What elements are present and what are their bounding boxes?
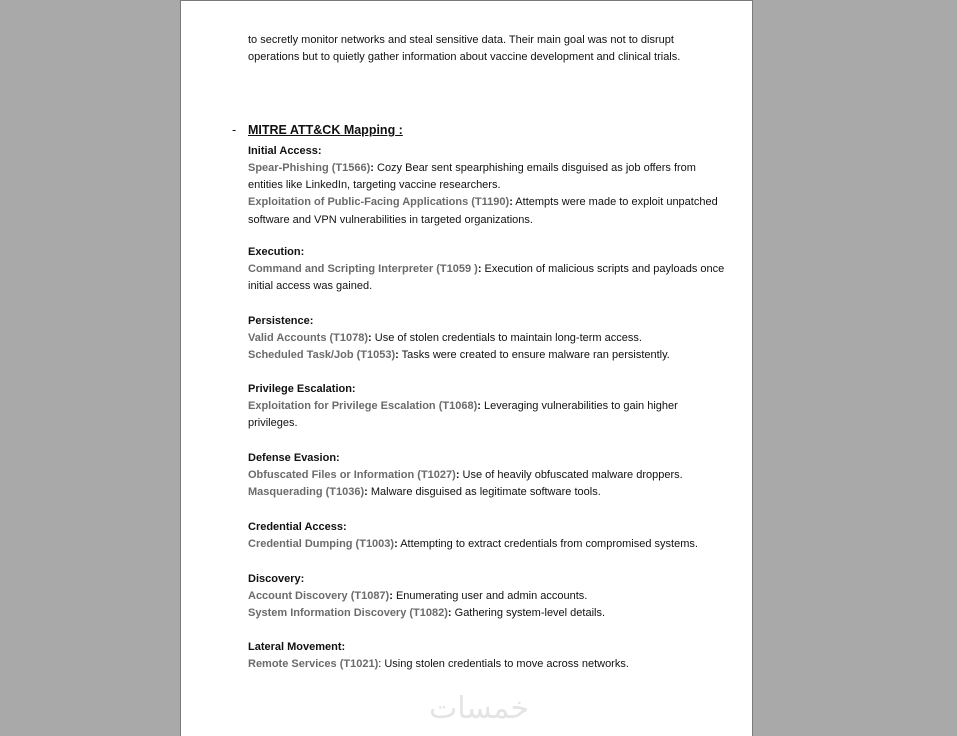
technique-description: Attempting to extract credentials from compromised systems.: [397, 538, 698, 550]
tactic-heading: Privilege Escalation:: [248, 383, 356, 395]
technique-name: Remote Services (T1021): [248, 658, 379, 670]
technique-colon: :: [477, 263, 482, 275]
section-title-suffix: :: [395, 123, 403, 137]
technique-colon: :: [477, 400, 481, 412]
technique-line: [248, 160, 728, 177]
tactic-heading: Execution:: [248, 246, 305, 258]
technique-name: Valid Accounts (T1078): [248, 332, 369, 344]
tactic-defense-evasion: [248, 450, 728, 501]
technique-line: [248, 484, 728, 501]
intro-line-1: to secretly monitor networks and steal sensitive data. Their main goal was not to disrupt: [248, 34, 674, 46]
tactic-persistence: [248, 313, 728, 364]
tactic-execution: [248, 244, 728, 295]
technique-name: Command and Scripting Interpreter (T1059 ): [248, 263, 478, 275]
technique-name: Obfuscated Files or Information (T1027): [248, 469, 456, 481]
technique-name: System Information Discovery (T1082): [248, 607, 448, 620]
technique-description-cont: entities like LinkedIn, targeting vaccine researchers.: [248, 179, 501, 192]
technique-colon: :: [378, 658, 382, 670]
technique-name: Masquerading (T1036): [248, 486, 365, 499]
tactic-lateral-movement: [248, 639, 728, 673]
technique-colon: :: [447, 607, 452, 620]
technique-line: [248, 398, 728, 415]
technique-line: [248, 656, 728, 673]
technique-name: Credential Dumping (T1003): [248, 538, 395, 550]
tactic-heading: Discovery:: [248, 573, 305, 585]
technique-colon: :: [389, 590, 393, 602]
section-title: [248, 123, 403, 137]
technique-description: Attempts were made to exploit unpatched: [512, 196, 718, 209]
technique-name: Account Discovery (T1087): [248, 590, 390, 602]
technique-line: [248, 536, 728, 553]
technique-colon: :: [509, 196, 513, 209]
technique-line: [248, 261, 728, 278]
tactic-discovery: [248, 571, 728, 622]
tactic-initial-access: [248, 143, 728, 229]
technique-colon: :: [394, 538, 398, 550]
technique-line: [248, 330, 728, 347]
technique-colon: :: [395, 349, 399, 362]
intro-paragraph: [248, 32, 728, 66]
technique-description-cont: initial access was gained.: [248, 280, 373, 293]
section-bullet: -: [232, 123, 237, 137]
watermark-logo: خمسات: [428, 691, 530, 726]
document-page: [180, 0, 753, 736]
technique-name: Scheduled Task/Job (T1053): [248, 349, 396, 362]
technique-description: Using stolen credentials to move across networks.: [381, 658, 629, 670]
tactic-privilege-escalation: [248, 381, 728, 432]
technique-colon: :: [368, 332, 372, 344]
technique-description: Tasks were created to ensure malware ran persistently.: [398, 349, 670, 362]
technique-description: Gathering system-level details.: [451, 607, 606, 620]
technique-name: Exploitation for Privilege Escalation (T1068): [248, 400, 478, 412]
technique-line: [248, 347, 728, 364]
section-title-text: MITRE ATT&CK Mapping: [248, 123, 396, 137]
technique-description-cont: privileges.: [248, 417, 298, 430]
technique-name: Spear-Phishing (T1566): [248, 162, 371, 174]
technique-line: [248, 605, 728, 622]
tactic-heading: Defense Evasion:: [248, 452, 340, 464]
technique-description: Malware disguised as legitimate software tools.: [367, 486, 601, 499]
technique-description: Cozy Bear sent spearphishing emails disguised as job offers from: [373, 162, 696, 174]
tactic-heading: Lateral Movement:: [248, 641, 346, 653]
technique-line: [248, 588, 728, 605]
technique-description: Execution of malicious scripts and payloads once: [481, 263, 725, 275]
technique-description: Leveraging vulnerabilities to gain higher: [480, 400, 678, 412]
technique-description: Enumerating user and admin accounts.: [392, 590, 588, 602]
intro-line-2: operations but to quietly gather information about vaccine development and clinical trials.: [248, 51, 681, 64]
technique-line: [248, 467, 728, 484]
technique-description-cont: software and VPN vulnerabilities in targeted organizations.: [248, 213, 533, 226]
technique-colon: :: [455, 469, 460, 481]
technique-description: Use of heavily obfuscated malware droppers.: [459, 469, 683, 481]
technique-description: Use of stolen credentials to maintain long-term access.: [371, 332, 642, 344]
tactic-heading: Initial Access:: [248, 145, 322, 157]
tactic-heading: Credential Access:: [248, 521, 347, 533]
technique-colon: :: [364, 486, 368, 499]
tactic-heading: Persistence:: [248, 315, 314, 327]
tactic-credential-access: [248, 519, 728, 553]
technique-colon: :: [370, 162, 374, 174]
technique-line: [248, 194, 728, 211]
technique-name: Exploitation of Public-Facing Applications (T1190): [248, 196, 510, 209]
